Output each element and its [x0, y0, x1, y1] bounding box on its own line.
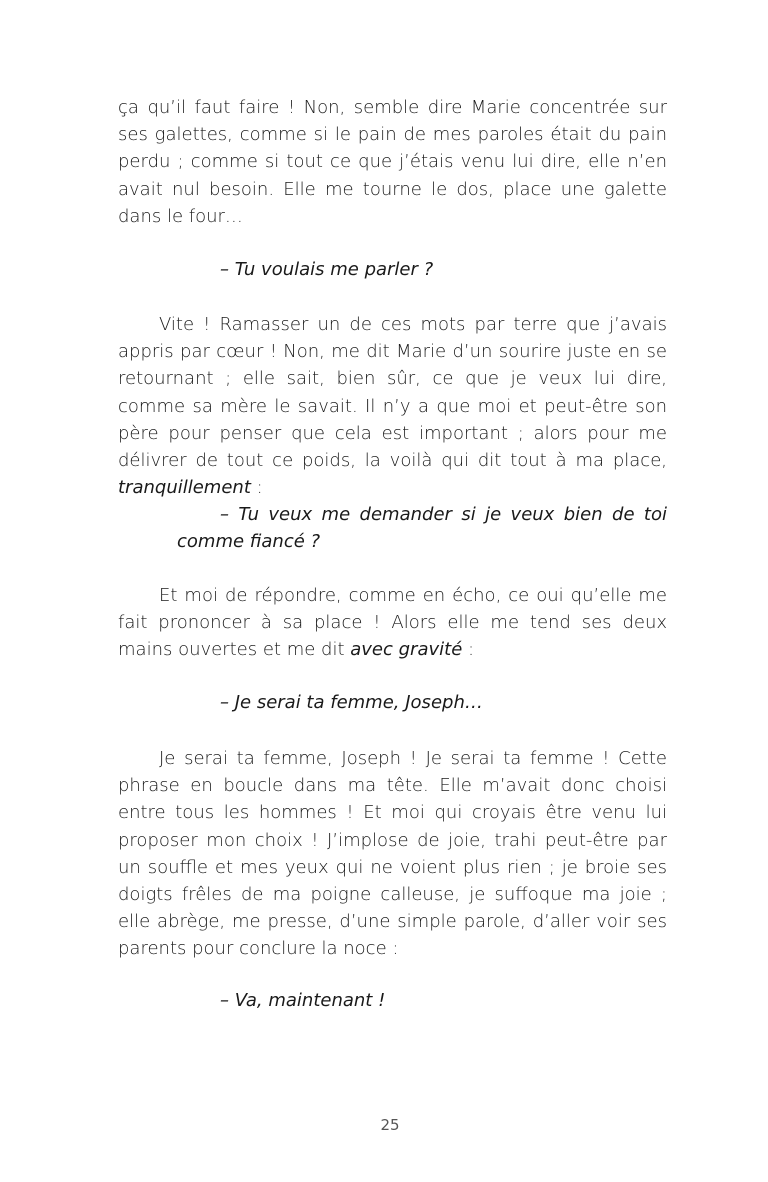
dialogue-line-2: – Tu veux me demander si je veux bien de toi comme fiancé ? [177, 504, 667, 553]
paragraph-2-italic: tranquillement [118, 477, 251, 499]
dialogue-line-1: – Tu voulais me parler ? [220, 259, 434, 280]
paragraph-3-italic: avec gravité [350, 639, 463, 661]
paragraph-1: ça qu’il faut faire ! Non, semble dire Marie concentrée sur ses galettes, comme si le pain de mes paroles était du pain perdu ; comme si tout ce que j’étais venu lui dire, elle n’en avait nul besoin. Elle me tourne le dos, place une galette dans le four… [118, 97, 667, 227]
paragraph-2-end: : [250, 477, 263, 499]
paragraph-4: Je serai ta femme, Joseph ! Je serai ta femme ! Cette phrase en boucle dans ma tête. Elle m’avait donc choisi entre tous les hommes ! Et moi qui croyais être venu lui proposer mon choix ! J’implose de joie, trahi peut-être par un souffle et mes yeux qui ne voient plus rien ; je broie ses doigts frêles de ma poigne calleuse, je suffoque ma joie ; elle abrège, me presse, d’une simple parole, d’aller voir ses parents pour conclure la noce : [118, 748, 667, 960]
dialogue-line-3: – Je serai ta femme, Joseph… [220, 692, 483, 713]
paragraph-3-end: : [462, 639, 475, 661]
page-number: 25 [380, 1116, 400, 1134]
paragraph-3-text: Et moi de répondre, comme en écho, ce oui qu’elle me fait prononcer à sa place ! Alors elle me tend ses deux mains ouvertes et me dit [118, 585, 667, 661]
paragraph-3 [118, 582, 667, 664]
paragraph-2 [118, 311, 667, 501]
paragraph-2-text: Vite ! Ramasser un de ces mots par terre que j’avais appris par cœur ! Non, me dit Marie d’un sourire juste en se retournant ; elle sait, bien sûr, ce que je veux lui dire, comme sa mère le savait. Il n’y a que moi et peut-être son père pour penser que cela est important ; alors pour me délivrer de tout ce poids, la voilà qui dit tout à ma place, [118, 314, 667, 472]
dialogue-line-4: – Va, maintenant ! [220, 990, 386, 1011]
